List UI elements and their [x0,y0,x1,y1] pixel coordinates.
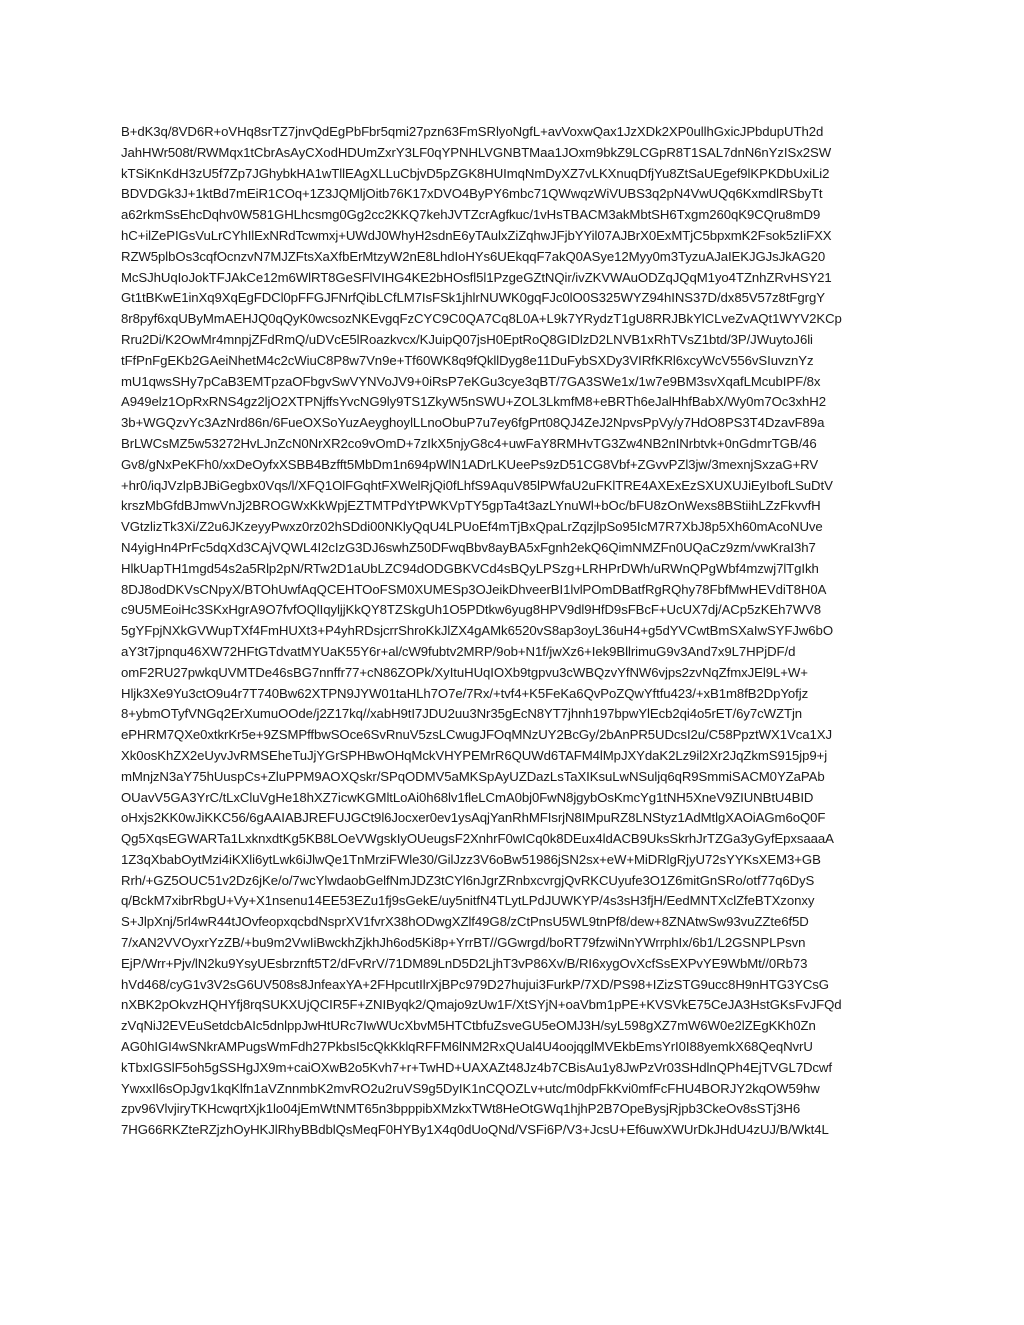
text-line: Gt1tBKwE1inXq9XqEgFDCl0pFFGJFNrfQibLCfLM7IsFSk1jhlrNUWK0gqFJc0lO0S325WYZ94hINS37D/dx85V57z8tFgrgY [121,290,825,306]
text-line: kTbxIGSlF5oh5gSSHgJX9m+caiOXwB2o5Kvh7+r+TwHD+UAXAZt48Jz4b7CBisAu1y8JwPzVr03SHdlnQPh4EjTVGL7Dcwf [121,1059,832,1075]
text-line: 3b+WGQzvYc3AzNrd86n/6FueOXSoYuzAeyghoylLLnoObuP7u7ey6fgPrt08QJ4ZeJ2NpvsPpVy/y7HdO8PS3T4DzavF89a [121,415,825,431]
text-line: q/BckM7xibrRbgU+Vy+X1nsenu14EE53EZu1fj9sGekE/uy5nitfN4TLytLPdJUWKYP/4s3sH3fjH/EedMNTXclZfeBTXzonxy [121,893,815,909]
encoded-text-block [121,122,911,1141]
text-line: nXBK2pOkvzHQHYfj8rqSUKXUjQCIR5F+ZNIByqk2/Qmajo9zUw1F/XtSYjN+oaVbm1pPE+KVSVkE75CeJA3HstGKsFvJFQd [121,997,842,1013]
text-line: aY3t7jpnqu46XW72HFtGTdvatMYUaK55Y6r+al/cW9fubtv2MRP/9ob+N1f/jwXz6+Iek9BllrimuG9v3And7x9L7HPjDF/d [121,643,796,659]
text-line: S+JlpXnj/5rl4wR44tJOvfeopxqcbdNsprXV1fvrX38hODwgXZlf49G8/zCtPnsU5WL9tnPf8/dew+8ZNAtwSw93vuZZte6f5D [121,914,809,930]
text-line: OUavV5GA3YrC/tLxCluVgHe18hXZ7icwKGMltLoAi0h68lv1fleLCmA0bj0FwN8jgybOsKmcYg1tNH5XneV9ZIUNBtU4BID [121,789,814,805]
text-line: BDVDGk3J+1ktBd7mEiR1COq+1Z3JQMljOitb76K17xDVO4ByPY6mbc71QWwqzWiVUBS3q2pN4VwUQq6KxmdlRSbyTt [121,186,823,202]
text-line: mMnjzN3aY75hUuspCs+ZluPPM9AOXQskr/SPqODMV5aMKSpAyUZDazLsTaXIKsuLwNSuljq6qR9SmmiSACM0YZaPAb [121,768,825,784]
text-line: RZW5plbOs3cqfOcnzvN7MJZFtsXaXfbErMtzyW2nE8LhdIoHYs6UEkqqF7akQ0ASye12Myy0m3TyzuAJaIEKJGJsJkAG20 [121,248,826,264]
text-line: 7/xAN2VVOyxrYzZB/+bu9m2VwIiBwckhZjkhJh6od5Ki8p+YrrBT//GGwrgd/boRT79fzwiNnYWrrphIx/6b1/L2GSNPLPsvn [121,935,806,951]
text-line: B+dK3q/8VD6R+oVHq8srTZ7jnvQdEgPbFbr5qmi27pzn63FmSRlyoNgfL+avVoxwQax1JzXDk2XP0ullhGxicJPbdupUTh2d [121,124,824,139]
text-line: A949elz1OpRxRNS4gz2ljO2XTPNjffsYvcNG9ly9TS1ZkyW5nSWU+ZOL3LkmfM8+eBRTh6eJalHhfBabX/Wy0m7Oc3xhH2 [121,394,827,410]
text-line: Xk0osKhZX2eUyvJvRMSEheTuJjYGrSPHBwOHqMckVHYPEMrR6QUWd6TAFM4lMpJXYdaK2Lz9il2Xr2JqZkmS915jp9+j [121,747,828,763]
text-line: 1Z3qXbabOytMzi4iKXli6ytLwk6iJlwQe1TnMrziFWle30/GilJzz3V6oBw51986jSN2sx+eW+MiDRlgRjyU72sYYKsXEM3+GB [121,851,821,867]
text-line: c9U5MEoiHc3SKxHgrA9O7fvfOQlIqyljjKkQY8TZSkgUh1O5PDtkw6yug8HPV9dl9HfD9sFBcF+UcUX7dj/ACp5zKEh7WV8 [121,602,822,618]
text-line: oHxjs2KK0wJiKKC56/6gAAIABJREFUJGCt9l6Jocxer0ev1ysAqjYanRhMFIsrjN8IMpuRZ8LNStyz1AdMtlgXAOiAGm6oQ0F [121,810,826,826]
text-line: AG0hIGI4wSNkrAMPugsWmFdh27PkbsI5cQkKklqRFFM6lNM2RxQUal4U4oojqglMVEkbEmsYrI0I88yemkX68QeqNvrU [121,1039,813,1055]
text-line: Hljk3Xe9Yu3ctO9u4r7T740Bw62XTPN9JYW01taHLh7O7e/7Rx/+tvf4+K5FeKa6QvPoZQwYftfu423/+xB1m8fB2DpYofjz [121,685,809,701]
text-line: zpv96VlvjiryTKHcwqrtXjk1lo04jEmWtNMT65n3bpppibXMzkxTWt8HeOtGWq1hjhP2B7OpeBysjRjpb3CkeOv8sSTj3H6 [121,1101,801,1117]
text-line: McSJhUqIoJokTFJAkCe12m6WlRT8GeSFlVIHG4KE2bHOsfl5l1PzgeGZtNQir/ivZKVWAuODZqJQqM1yo4TZnhZRvHSY21 [121,269,832,285]
text-line: 7HG66RKZteRZjzhOyHKJlRhyBBdblQsMeqF0HYBy1X4q0dUoQNd/VSFi6P/V3+JcsU+Ef6uwXWUrDkJHdU4zUJ/B/Wkt4L [121,1122,829,1138]
text-line: kTSiKnKdH3zU5f7Zp7JGhybkHA1wTllEAgXLLuCbjvD5pZGK8HUImqNmDyXZ7vLKXnuqDfjYu8ZtSaUEgef9lKPKDbUxiLi2 [121,165,830,181]
text-line: BrLWCsMZ5w53272HvLJnZcN0NrXR2co9vOmD+7zIkX5njyG8c4+uwFaY8RMHvTG3Zw4NB2nINrbtvk+0nGdmrTGB/46 [121,435,817,451]
text-line: ePHRM7QXe0xtkrKr5e+9ZSMPffbwSOce6SvRnuV5zsLCwugJFOqMNzUY2BcGy/2bAnPR5UDcsI2u/C58PpztWX1Vca1XJ [121,727,832,743]
text-line: 5gYFpjNXkGVWupTXf4FmHUXt3+P4yhRDsjcrrShroKkJlZX4gAMk6520vS8ap3oyL36uH4+g5dYVCwtBmSXaIwSYFJw6bO [121,623,833,639]
text-line: hC+ilZePIGsVuLrCYhIlExNRdTcwmxj+UWdJ0WhyH2sdnE6yTAulxZiZqhwJFjbYYil07AJBrX0ExMTjC5bpxmK2Fsok5zIiFXX [121,227,832,243]
text-line: Rrh/+GZ5OUC51v2Dz6jKe/o/7wcYlwdaobGelfNmJDZ3tCYl6nJgrZRnbxcvrgjQvRKCUyufe3O1Z6mitGnSRo/otf77q6DyS [121,872,815,888]
text-line: Qg5XqsEGWARTa1LxknxdtKg5KB8LOeVWgskIyOUeugsF2XnhrF0wICq0k8DEux4ldACB9UksSkrhJrTZGa3yGyfEpxsaaaA [121,831,834,847]
text-line: zVqNiJ2EVEuSetdcbAIc5dnlppJwHtURc7IwWUcXbvM5HTCtbfuZsveGU5eOMJ3H/syL598gXZ7mW6W0e2lZEgKKh0Zn [121,1018,816,1034]
text-line: a62rkmSsEhcDqhv0W581GHLhcsmg0Gg2cc2KKQ7kehJVTZcrAgfkuc/1vHsTBACM3akMbtSH6Txgm260qK9CQru8mD9 [121,207,821,223]
text-line: YwxxIl6sOpJgv1kqKlfn1aVZnnmbK2mvRO2u2ruVS9g5DyIK1nCQOZLv+utc/m0dpFkKvi0mfFcFHU4BORJY2kqOW59hw [121,1080,820,1096]
text-line: mU1qwsSHy7pCaB3EMTpzaOFbgvSwVYNVoJV9+0iRsP7eKGu3cye3qBT/7GA3SWe1x/1w7e9BM3svXqafLMcubIPF/8x [121,373,821,389]
text-line: omF2RU27pwkqUVMTDe46sBG7nnffr77+cN86ZOPk/XyItuHUqIOXb9tgpvu3cWBQzvYfNW6vjps2zvNqZfmxJEl9L+W+ [121,664,808,680]
text-line: VGtzlizTk3Xi/Z2u6JKzeyyPwxz0rz02hSDdi00NKlyQqU4LPUoEf4mTjBxQpaLrZqzjlpSo95IcM7R7XbJ8p5Xh60mAcoNUve [121,519,823,535]
text-line: tFfPnFgEKb2GAeiNhetM4c2cWiuC8P8w7Vn9e+Tf60WK8q9fQkllDyg8e11DuFybSXDy3VIRfKRl6xcyWcV556vSIuvznYz [121,352,814,368]
text-line: HlkUapTH1mgd54s2a5Rlp2pN/RTw2D1aUbLZC94dODGBKVCd4sBQyLPSzg+LRHPrDWh/uRWnQPgWbf4mzwj7lTgIkh [121,560,819,576]
text-line: N4yigHn4PrFc5dqXd3CAjVQWL4I2cIzG3DJ6swhZ50DFwqBbv8ayBA5xFgnh2ekQ6QimNMZFn0UQaCz9zm/vwKraI3h7 [121,539,816,555]
text-line: 8+ybmOTyfVNGq2ErXumuOOde/j2Z17kq//xabH9tI7JDU2uu3Nr35gEcN8YT7jhnh197bpwYlEcb2qi4o5rET/6y7cWZTjn [121,706,803,722]
text-line: hVd468/cyG1v3V2sG6UV508s8JnfeaxYA+2FHpcutIlrXjBPc979D27hujui3FurkP/7XD/PS98+IZizSTG9ucc8H9nHTG3YCsG [121,976,829,992]
text-line: 8r8pyf6xqUByMmAEHJQ0qQyK0wcsozNKEvgqFzCYC9C0QA7Cq8L0A+L9k7YRydzT1gU8RRJBkYlCLveZvAQt1WYV2KCp [121,311,842,327]
text-line: 8DJ8odDKVsCNpyX/BTOhUwfAqQCEHTOoFSM0XUMESp3OJeikDhveerBI1lvlPOmDBatfRgRQhy78FbfMwHEVdiT8H0A [121,581,827,597]
text-line: EjP/Wrr+Pjv/lN2ku9YsyUEsbrznft5T2/dFvRrV/71DM89LnD5D2LjhT3vP86Xv/B/RI6xygOvXcfSsEXPvYE9WbMt//0Rb73 [121,955,808,971]
text-line: Rru2Di/K2OwMr4mnpjZFdRmQ/uDVcE5lRoazkvcx/KJuipQ07jsH0EptRoQ8GIDlzD2LNVB1xRhTVsZ1btd/3P/JWuytoJ6li [121,331,813,347]
text-line: krszMbGfdBJmwVnJj2BROGWxKkWpjEZTMTPdYtPWKVpTY5gpTa4t3azLYnuWl+bOc/bFU8zOnWexs8BStiihLZzFkvvfH [121,498,821,514]
text-line: +hr0/iqJVzlpBJBiGegbx0Vqs/l/XFQ1OlFGqhtFXWelRjQi0fLhfS9AquV85lPWfaU2uFKlTRE4AXExEzSXUXUJiEyIbofLSuDtV [121,477,833,493]
text-line: Gv8/gNxPeKFh0/xxDeOyfxXSBB4Bzfft5MbDm1n694pWlN1ADrLKUeePs9zD51CG8Vbf+ZGvvPZl3jw/3mexnjSxzaG+RV [121,456,819,472]
text-line: JahHWr508t/RWMqx1tCbrAsAyCXodHDUmZxrY3LF0qYPNHLVGNBTMaa1JOxm9bkZ9LCGpR8T1SAL7dnN6nYzISx2SW [121,144,832,160]
